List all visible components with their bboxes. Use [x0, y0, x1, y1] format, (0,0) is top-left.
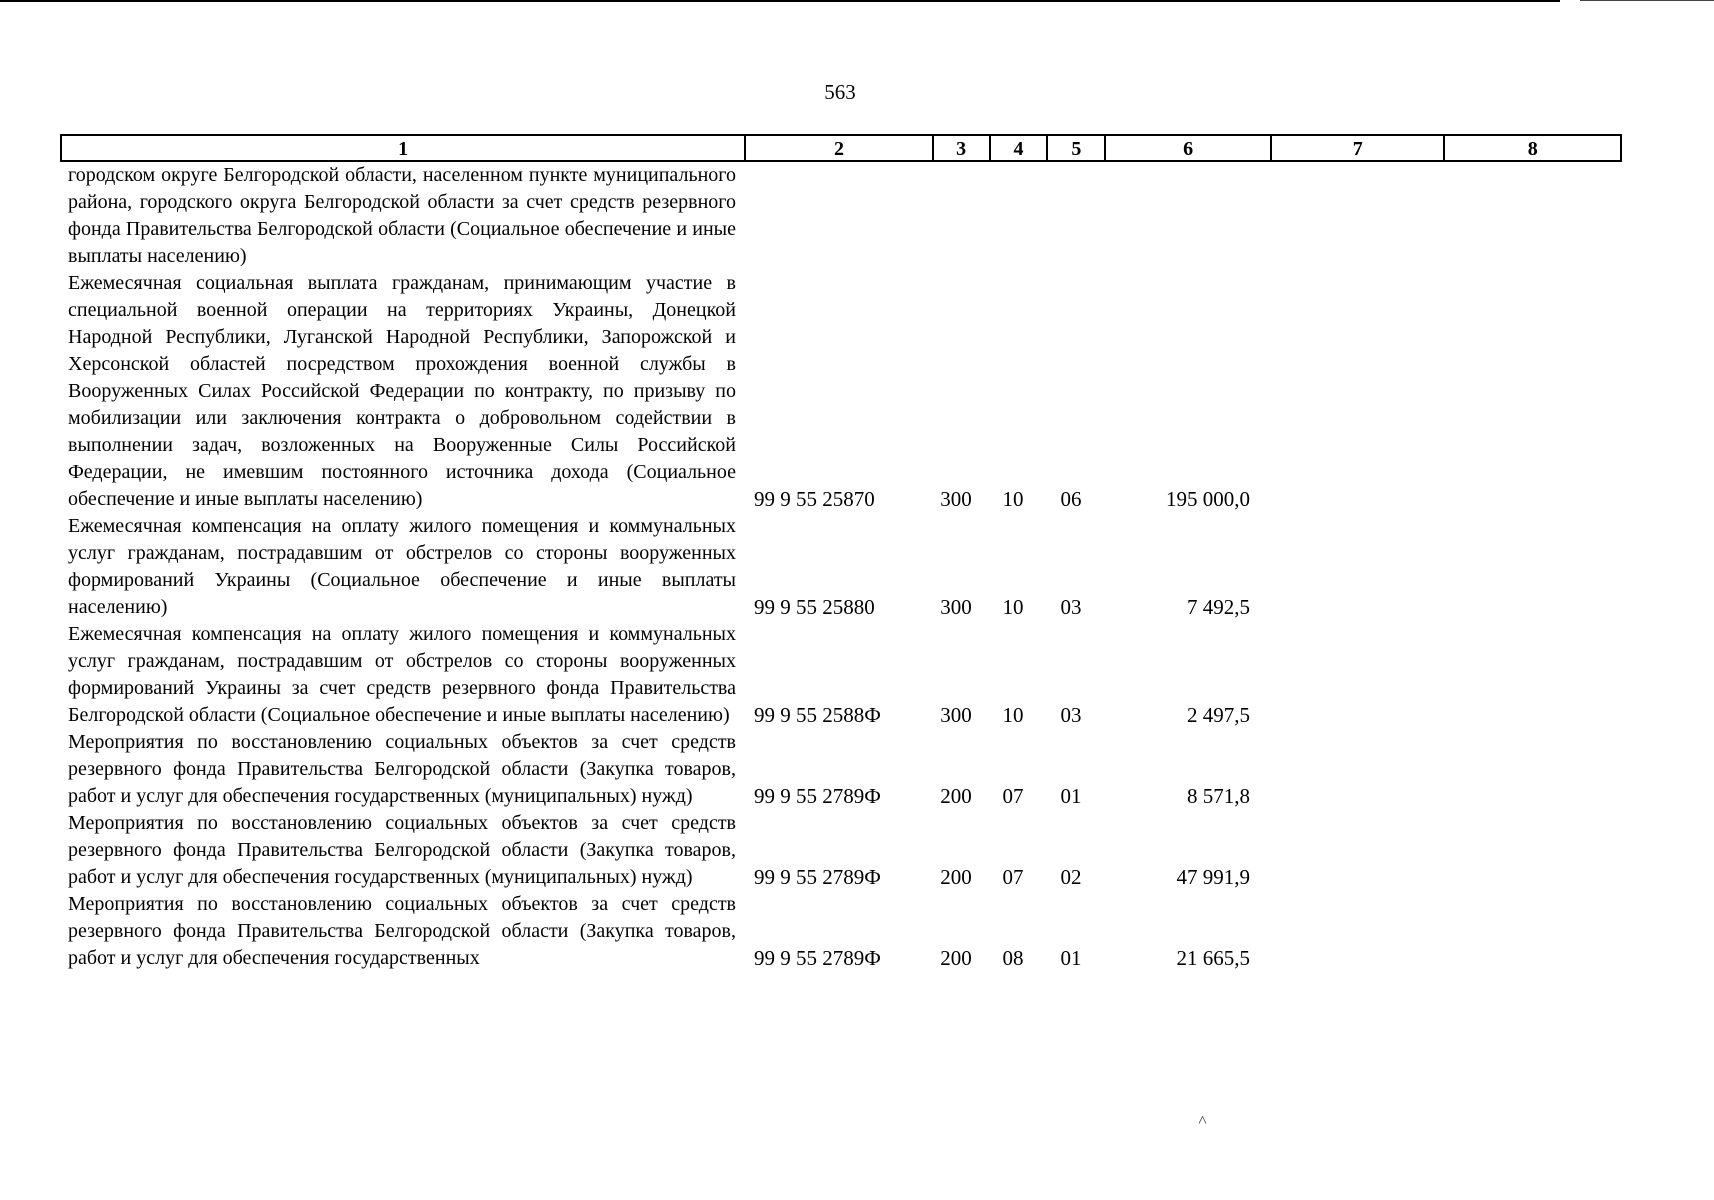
row-sum: 7 492,5 [1187, 595, 1250, 619]
row-vr: 300 [940, 487, 972, 511]
row-vr: 300 [940, 595, 972, 619]
row-pr: 06 [1060, 487, 1082, 511]
row-vr: 200 [940, 946, 972, 970]
column-header-2: 2 [746, 136, 934, 160]
column-header-3: 3 [934, 136, 991, 160]
column-header-5: 5 [1048, 136, 1106, 160]
table-row [68, 810, 1628, 891]
top-border-line-right [1580, 0, 1714, 1]
stray-mark: ˄ [1198, 1112, 1208, 1129]
row-code: 99 9 55 2789Ф [754, 784, 881, 808]
table-body [68, 162, 1628, 972]
row-sum: 8 571,8 [1187, 784, 1250, 808]
row-sum: 21 665,5 [1176, 946, 1250, 970]
row-vr: 300 [940, 703, 972, 727]
row-rz: 07 [1002, 784, 1024, 808]
row-sum: 47 991,9 [1176, 865, 1250, 889]
top-border-line [0, 0, 1560, 2]
column-header-4: 4 [991, 136, 1049, 160]
row-description: городском округе Белгородской области, населенном пункте муниципального района, городского округа Белгородской области за счет средств резервного фонда Правительства Белгородской области (Социальное обеспечение и иные выплаты населению) [68, 164, 736, 267]
row-rz: 10 [1002, 703, 1024, 727]
row-description: Ежемесячная компенсация на оплату жилого помещения и коммунальных услуг гражданам, пострадавшим от обстрелов со стороны вооруженных формирований Украины за счет средств резервного фонда Правительства Белгородской области (Социальное обеспечение и иные выплаты населению) [68, 623, 736, 726]
row-pr: 01 [1060, 946, 1082, 970]
column-header-8: 8 [1527, 138, 1538, 160]
row-description: Ежемесячная социальная выплата гражданам, принимающим участие в специальной военной операции на территориях Украины, Донецкой Народной Республики, Луганской Народной Республики, Запорожской и Херсонской областей посредством прохождения военной службы в Вооруженных Силах Российской Федерации по контракту, по призыву по мобилизации или заключения контракта о добровольном содействии в выполнении задач, возложенных на Вооруженные Силы Российской Федерации, не имевшим постоянного источника дохода (Социальное обеспечение и иные выплаты населению) [68, 272, 736, 510]
row-code: 99 9 55 2789Ф [754, 865, 881, 889]
page-number: 563 [824, 80, 856, 104]
column-header-7: 7 [1272, 136, 1446, 160]
row-rz: 10 [1002, 595, 1024, 619]
table-row [68, 270, 1628, 513]
row-code: 99 9 55 2588Ф [754, 703, 881, 727]
row-description: Мероприятия по восстановлению социальных объектов за счет средств резервного фонда Правительства Белгородской области (Закупка товаров, работ и услуг для обеспечения государственных [68, 893, 736, 969]
column-header-1: 1 [62, 136, 746, 160]
table-row [68, 162, 1628, 270]
table-row [68, 891, 1628, 972]
row-vr: 200 [940, 784, 972, 808]
row-pr: 03 [1060, 595, 1082, 619]
row-pr: 01 [1060, 784, 1082, 808]
table-row [68, 729, 1628, 810]
row-code: 99 9 55 25880 [754, 595, 875, 619]
row-pr: 03 [1060, 703, 1082, 727]
table-header [60, 134, 1622, 162]
table-row [68, 621, 1628, 729]
row-pr: 02 [1060, 865, 1082, 889]
row-rz: 07 [1002, 865, 1024, 889]
row-description: Ежемесячная компенсация на оплату жилого помещения и коммунальных услуг гражданам, пострадавшим от обстрелов со стороны вооруженных формирований Украины (Социальное обеспечение и иные выплаты населению) [68, 515, 736, 618]
row-rz: 08 [1002, 946, 1024, 970]
row-description: Мероприятия по восстановлению социальных объектов за счет средств резервного фонда Правительства Белгородской области (Закупка товаров, работ и услуг для обеспечения государственных (муниципальных) нужд) [68, 812, 736, 888]
row-rz: 10 [1002, 487, 1024, 511]
table-row [68, 513, 1628, 621]
row-description: Мероприятия по восстановлению социальных объектов за счет средств резервного фонда Правительства Белгородской области (Закупка товаров, работ и услуг для обеспечения государственных (муниципальных) нужд) [68, 731, 736, 807]
row-sum: 195 000,0 [1166, 487, 1250, 511]
row-code: 99 9 55 25870 [754, 487, 875, 511]
column-header-6: 6 [1106, 136, 1272, 160]
row-vr: 200 [940, 865, 972, 889]
row-sum: 2 497,5 [1187, 703, 1250, 727]
row-code: 99 9 55 2789Ф [754, 946, 881, 970]
